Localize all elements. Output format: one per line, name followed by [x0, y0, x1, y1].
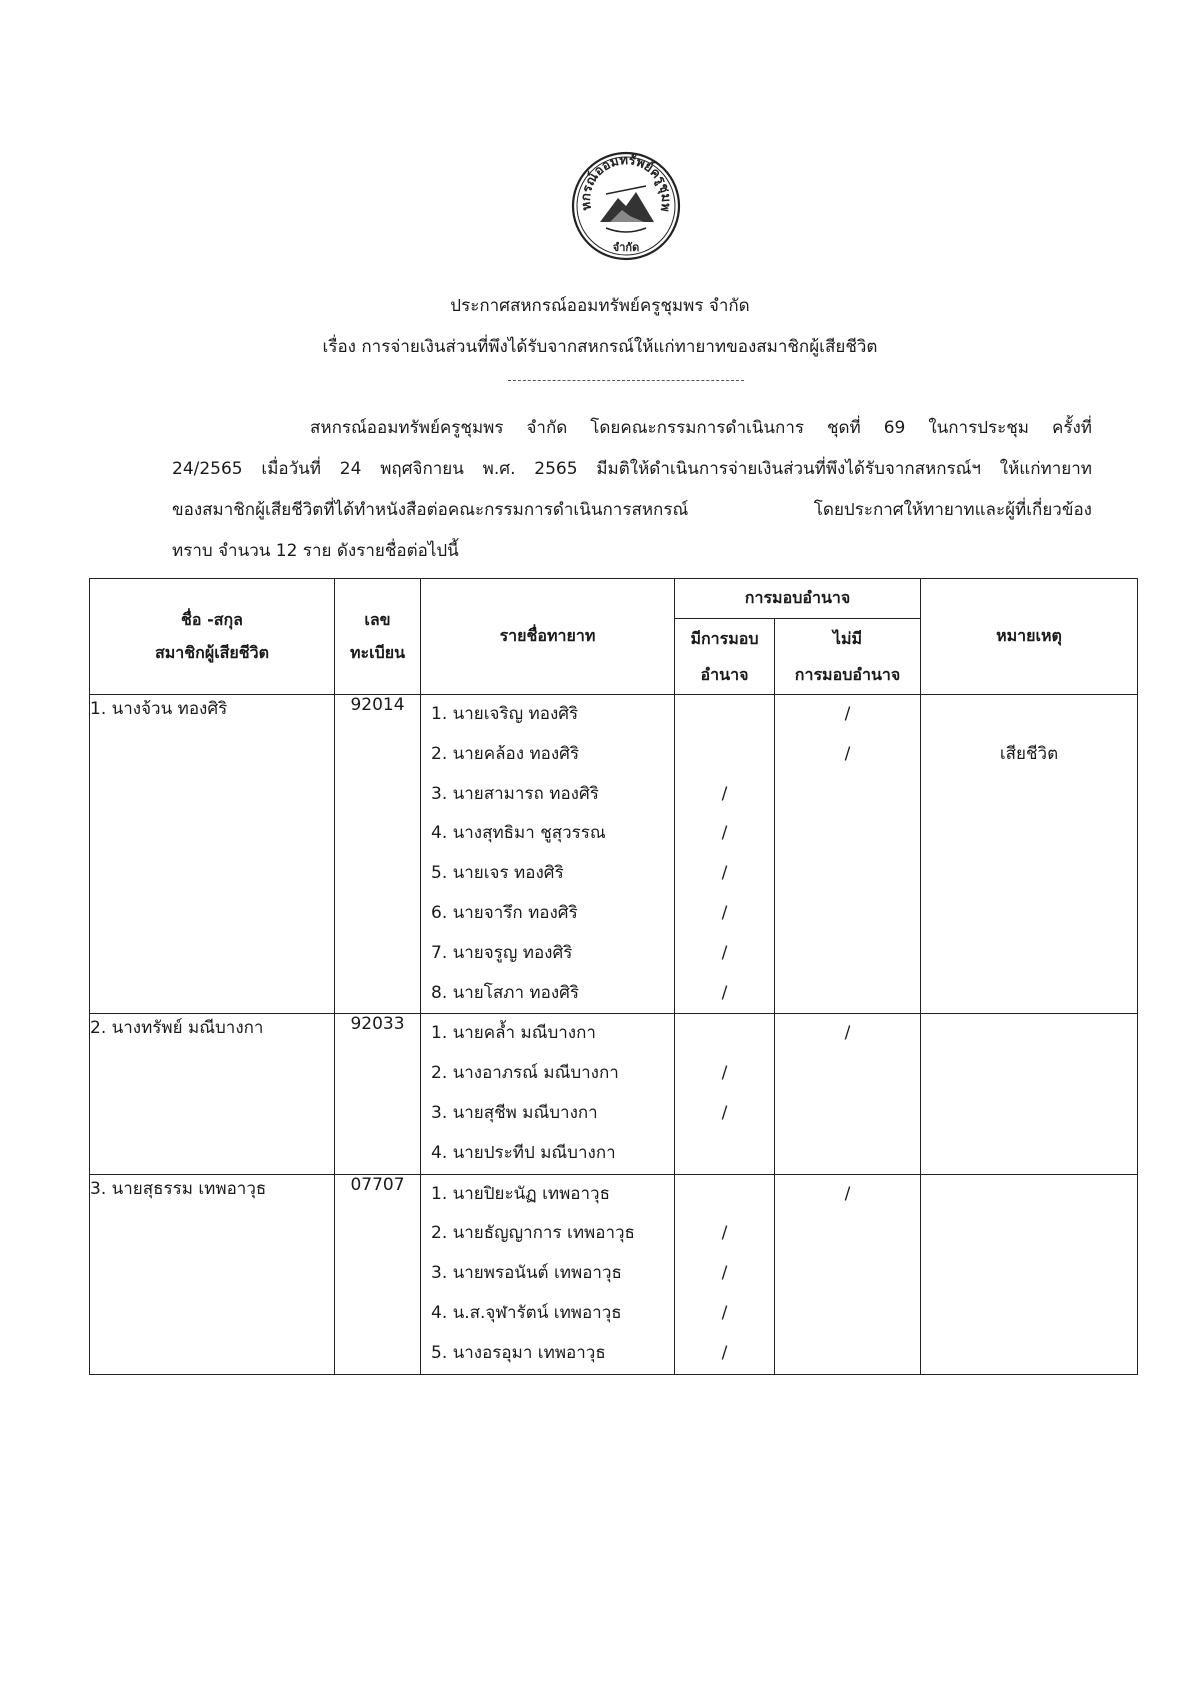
- remark-text: [921, 934, 1137, 974]
- title-separator-line: [508, 380, 744, 381]
- not-authorized-mark: [775, 934, 920, 974]
- remark-text: [921, 1175, 1137, 1215]
- not-authorized-mark: [775, 1094, 920, 1134]
- not-authorized-cell: [775, 695, 921, 1014]
- heir-name: 1. นายเจริญ ทองศิริ: [431, 704, 579, 724]
- not-authorized-mark: /: [844, 1183, 851, 1204]
- not-authorized-mark: [775, 1334, 920, 1374]
- remarks-cell: [921, 1174, 1138, 1374]
- authorized-mark: [675, 735, 774, 775]
- remark-text: [921, 1054, 1137, 1094]
- svg-text:จำกัด: จำกัด: [612, 241, 640, 254]
- registration-number: 92033: [335, 1014, 421, 1174]
- header-remarks: หมายเหตุ: [921, 579, 1138, 695]
- heirs-table: [89, 578, 1138, 1375]
- remarks-cell: [921, 695, 1138, 1014]
- heir-names-cell: [421, 695, 675, 1014]
- not-authorized-mark: [775, 1214, 920, 1254]
- remark-text: [921, 854, 1137, 894]
- authorized-mark: /: [721, 1302, 728, 1323]
- body-line: ของสมาชิกผู้เสียชีวิตที่ได้ทำหนังสือต่อคณะกรรมการดำเนินการสหกรณ์ โดยประกาศให้ทายาทและผู้ที่เกี่ยวข้อง: [172, 500, 1092, 520]
- member-name: 3. นายสุธรรม เทพอาวุธ: [90, 1174, 335, 1374]
- member-name: 2. นางทรัพย์ มณีบางกา: [90, 1014, 335, 1174]
- remark-text: [921, 1294, 1137, 1334]
- body-line: 24/2565 เมื่อวันที่ 24 พฤศจิกายน พ.ศ. 2565 มีมติให้ดำเนินการจ่ายเงินส่วนที่พึงได้รับจากสหกรณ์ฯ ให้แก่ทายาท: [172, 459, 1092, 479]
- header-not-authorized: ไม่มี การมอบอำนาจ: [775, 619, 921, 695]
- remark-text: [921, 1214, 1137, 1254]
- remarks-cell: [921, 1014, 1138, 1174]
- authorized-mark: /: [721, 942, 728, 963]
- authorized-mark: /: [721, 1342, 728, 1363]
- heir-name: 3. นายพรอนันต์ เทพอาวุธ: [431, 1263, 622, 1284]
- heir-name: 5. นายเจร ทองศิริ: [431, 863, 564, 884]
- body-line: สหกรณ์ออมทรัพย์ครูชุมพร จำกัด โดยคณะกรรมการดำเนินการ ชุดที่ 69 ในการประชุม ครั้งที่: [310, 418, 1092, 438]
- heir-name: 7. นายจรูญ ทองศิริ: [431, 942, 573, 963]
- authorized-mark: [675, 695, 774, 735]
- authorized-mark: /: [721, 1263, 728, 1284]
- table-row: [90, 695, 1138, 1014]
- authorized-cell: [675, 1174, 775, 1374]
- remark-text: เสียชีวิต: [999, 743, 1059, 764]
- heir-name: 8. นายโสภา ทองศิริ: [431, 982, 580, 1003]
- not-authorized-mark: [775, 1254, 920, 1294]
- heir-name: 5. นางอรอุมา เทพอาวุธ: [431, 1342, 606, 1363]
- member-name: 1. นางจ้วน ทองศิริ: [90, 695, 335, 1014]
- heir-name: 4. นางสุทธิมา ชูสุวรรณ: [431, 823, 606, 844]
- header-heir-names: รายชื่อทายาท: [421, 579, 675, 695]
- cooperative-seal-logo: [570, 150, 682, 262]
- heir-name: 2. นางอาภรณ์ มณีบางกา: [431, 1063, 619, 1084]
- authorized-mark: [675, 1175, 774, 1215]
- not-authorized-mark: [775, 814, 920, 854]
- announcement-subject: เรื่อง การจ่ายเงินส่วนที่พึงได้รับจากสหกรณ์ให้แก่ทายาทของสมาชิกผู้เสียชีวิต: [322, 337, 878, 357]
- remark-text: [921, 695, 1137, 735]
- remark-text: [921, 1014, 1137, 1054]
- authorized-cell: [675, 695, 775, 1014]
- not-authorized-mark: /: [844, 1023, 851, 1044]
- not-authorized-mark: [775, 854, 920, 894]
- header-authorized: มีการมอบ อำนาจ: [675, 619, 775, 695]
- heir-name: 3. นายสุชีพ มณีบางกา: [431, 1102, 598, 1123]
- header-authorization: การมอบอำนาจ: [675, 579, 921, 619]
- heir-name: 6. นายจารึก ทองศิริ: [431, 902, 578, 923]
- authorized-mark: /: [721, 823, 728, 844]
- authorized-cell: [675, 1014, 775, 1174]
- not-authorized-mark: /: [844, 704, 851, 724]
- remark-text: [921, 1094, 1137, 1134]
- heir-names-cell: [421, 1014, 675, 1174]
- registration-number: 92014: [335, 695, 421, 1014]
- body-line: ทราบ จำนวน 12 ราย ดังรายชื่อต่อไปนี้: [172, 541, 459, 561]
- heir-name: 2. นายคล้อง ทองศิริ: [431, 743, 580, 764]
- heir-name: 4. นายประทีป มณีบางกา: [431, 1142, 616, 1163]
- header-member-name: ชื่อ -สกุล สมาชิกผู้เสียชีวิต: [90, 579, 335, 695]
- not-authorized-mark: /: [844, 743, 851, 764]
- remark-text: [921, 1334, 1137, 1374]
- heir-name: 2. นายธัญญาการ เทพอาวุธ: [431, 1223, 635, 1244]
- remark-text: [921, 974, 1137, 1014]
- not-authorized-mark: [775, 1134, 920, 1174]
- authorized-mark: /: [721, 1223, 728, 1244]
- authorized-mark: /: [721, 1063, 728, 1084]
- remark-text: [921, 894, 1137, 934]
- not-authorized-cell: [775, 1014, 921, 1174]
- authorized-mark: [675, 1014, 774, 1054]
- heir-name: 4. น.ส.จุฬารัตน์ เทพอาวุธ: [431, 1302, 622, 1323]
- not-authorized-mark: [775, 1294, 920, 1334]
- heir-name: 1. นายปิยะนัฏ เทพอาวุธ: [431, 1183, 610, 1204]
- not-authorized-mark: [775, 775, 920, 815]
- authorized-mark: /: [721, 783, 728, 804]
- remark-text: [921, 1134, 1137, 1174]
- authorized-mark: /: [721, 982, 728, 1003]
- table-row: [90, 1174, 1138, 1374]
- not-authorized-mark: [775, 974, 920, 1014]
- heir-names-cell: [421, 1174, 675, 1374]
- authorized-mark: /: [721, 1102, 728, 1123]
- announcement-body: [172, 408, 1092, 572]
- remark-text: [921, 1254, 1137, 1294]
- authorized-mark: /: [721, 863, 728, 884]
- not-authorized-cell: [775, 1174, 921, 1374]
- registration-number: 07707: [335, 1174, 421, 1374]
- remark-text: [921, 814, 1137, 854]
- heir-name: 3. นายสามารถ ทองศิริ: [431, 783, 599, 804]
- authorized-mark: /: [721, 902, 728, 923]
- not-authorized-mark: [775, 894, 920, 934]
- authorized-mark: [675, 1134, 774, 1174]
- not-authorized-mark: [775, 1054, 920, 1094]
- heir-name: 1. นายคล้ำ มณีบางกา: [431, 1023, 596, 1044]
- svg-text:สหกรณ์ออมทรัพย์ครูชุมพร: หกรณ์ออมทรัพย์ครูชุมพ: [578, 153, 674, 213]
- table-row: [90, 1014, 1138, 1174]
- header-registration-no: เลข ทะเบียน: [335, 579, 421, 695]
- remark-text: [921, 775, 1137, 815]
- announcement-title: ประกาศสหกรณ์ออมทรัพย์ครูชุมพร จำกัด: [450, 296, 750, 316]
